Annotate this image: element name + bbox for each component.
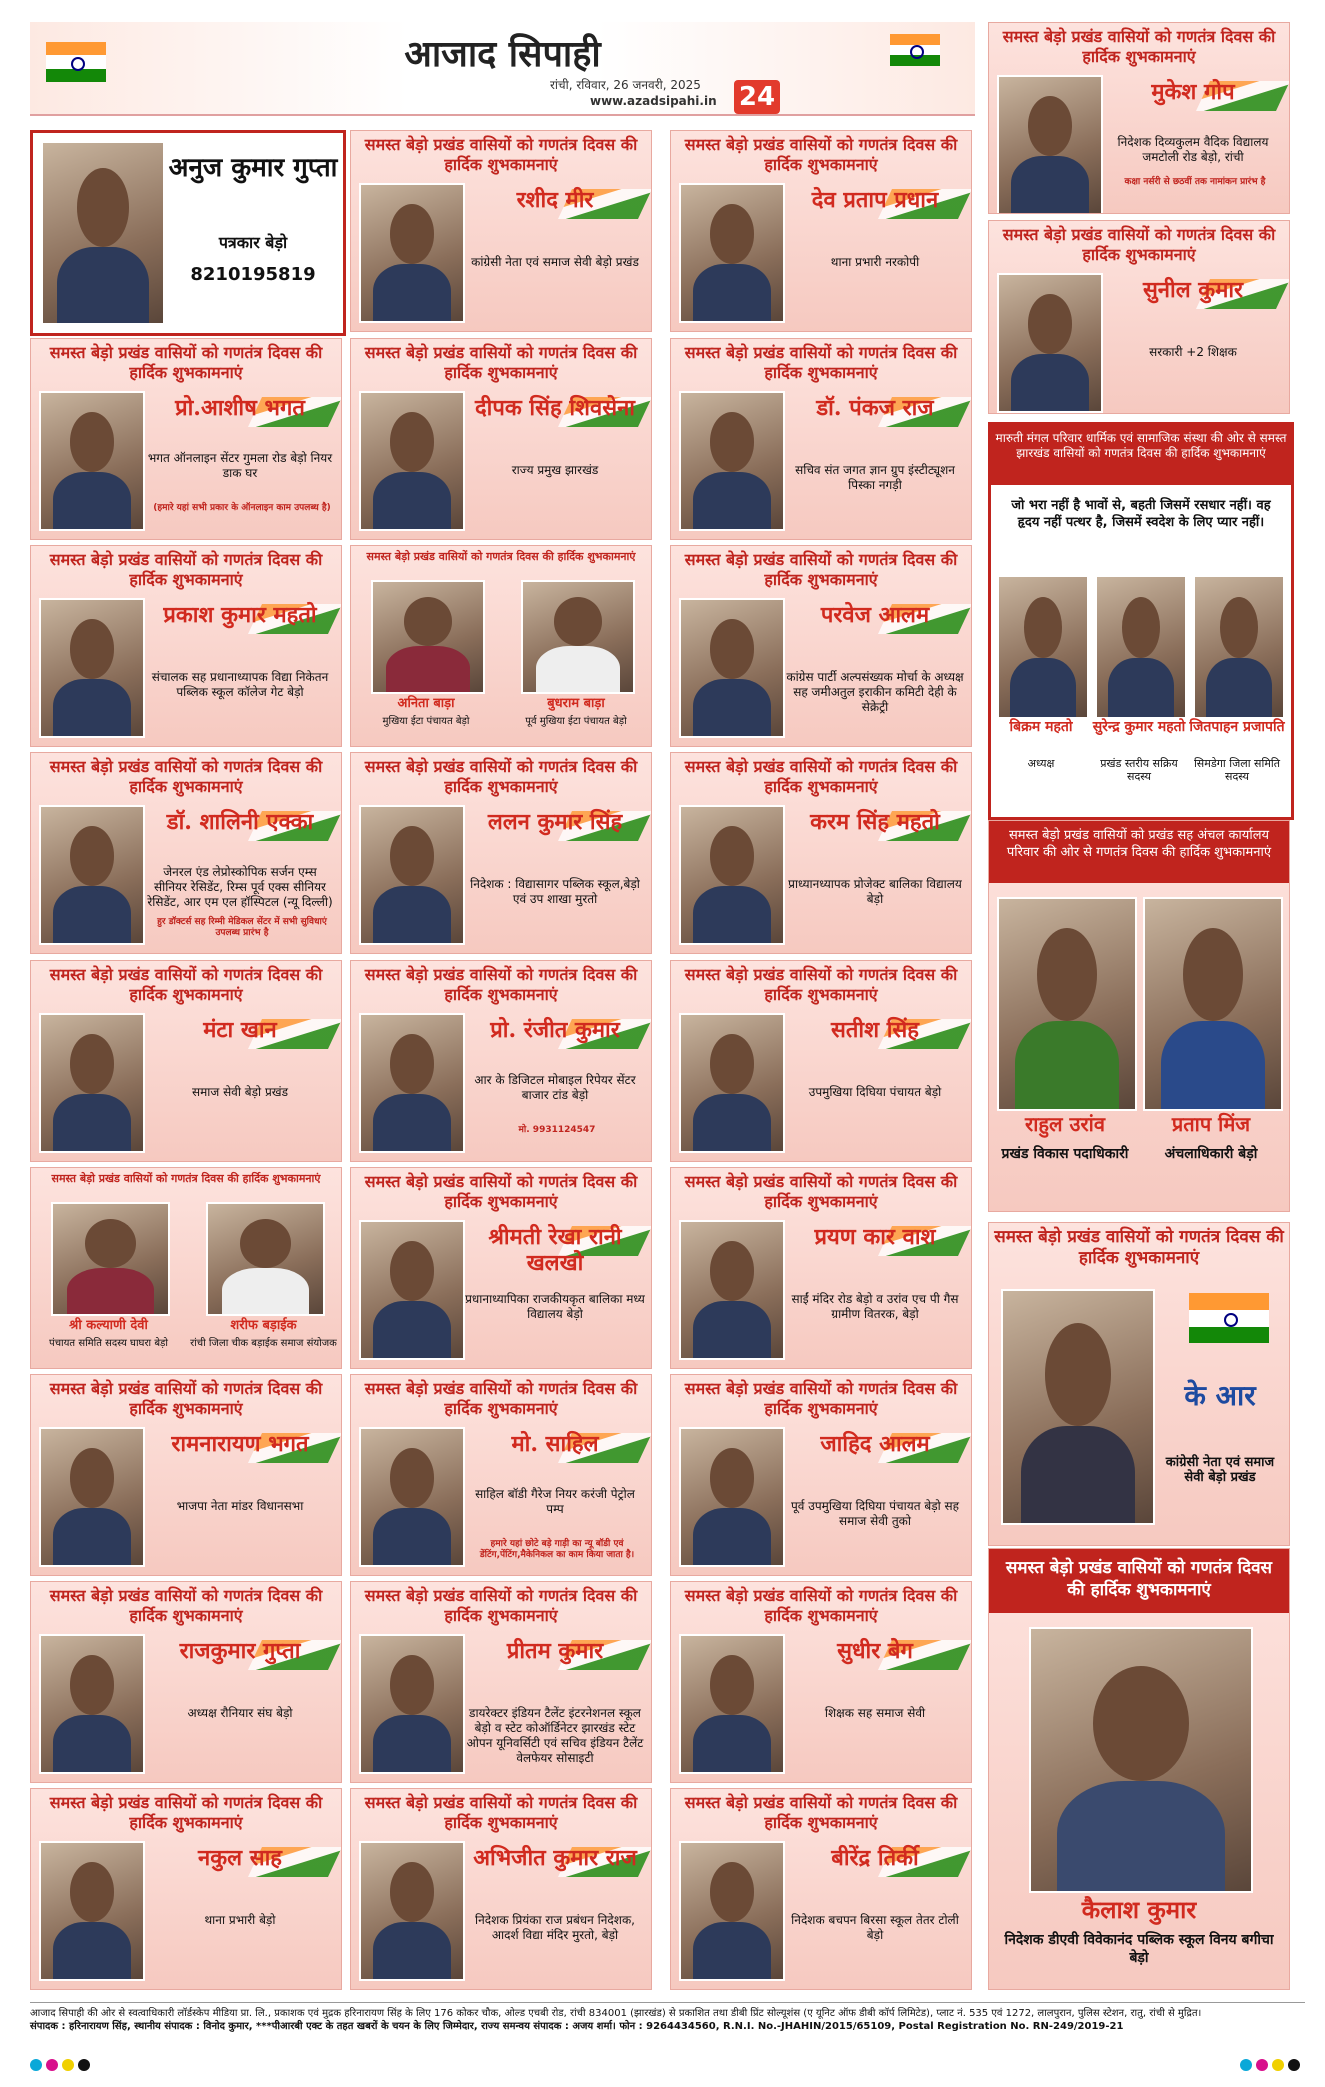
person-name: बीरेंद्र तिर्की [831,1845,919,1871]
ad-card-kalyani [30,1167,342,1369]
person-name: ललन कुमार सिंह [487,809,623,835]
portrait-photo [39,598,145,738]
ad-card-karam [670,752,972,954]
person-name: मो. साहिल [511,1431,599,1457]
person-name: अनुज कुमार गुप्ता [168,153,338,183]
kailash-photo [1029,1627,1253,1893]
portrait-photo [39,1013,145,1153]
person-designation: डायरेक्टर इंडियन टैलेंट इंटरनेशनल स्कूल बेड़ो व स्टेट कोऑर्डिनेटर झारखंड स्टेट ओपन यूनिवर्सिटी एवं सचिव इंडियन टैलेंट वेलफेयर सोसाइटी [466,1706,644,1765]
ad-card-pritam [350,1581,652,1783]
greeting-text: समस्त बेड़ो प्रखंड वासियों को गणतंत्र दिवस की हार्दिक शुभकामनाएं [684,1379,958,1418]
person-name: श्री कल्याणी देवी [69,1318,148,1333]
person-name: बिक्रम महतो [1009,719,1073,735]
kailash-greeting: समस्त बेड़ो प्रखंड वासियों को गणतंत्र दिवस की हार्दिक शुभकामनाएं [989,1549,1289,1613]
ad-card-shalini [30,752,342,954]
note-text: हुर डॉक्टर्स सह रिम्मी मेडिकल सेंटर में सभी सुविधाएं उपलब्ध प्रारंभ है [157,917,327,938]
greeting-text: समस्त बेड़ो प्रखंड वासियों को गणतंत्र दिवस की हार्दिक शुभकामनाएं [684,135,958,174]
greeting-text: समस्त बेड़ो प्रखंड वासियों को गणतंत्र दिवस की हार्दिक शुभकामनाएं [49,965,323,1004]
person-name: जितपाहन प्रजापति [1189,719,1285,735]
person-name: परवेज आलम [820,602,930,628]
portrait-photo [359,1220,465,1360]
greeting-text: समस्त बेड़ो प्रखंड वासियों को गणतंत्र दिवस की हार्दिक शुभकामनाएं [994,1227,1284,1268]
ad-card-parvej [670,545,972,747]
ad-card-dev [670,130,972,332]
portrait-photo [679,1841,785,1981]
india-flag-icon [1189,1293,1269,1343]
greeting-text: समस्त बेड़ो प्रखंड वासियों को गणतंत्र दिवस की हार्दिक शुभकामनाएं [366,550,636,563]
portrait-photo [679,1634,785,1774]
ad-card-manta [30,960,342,1162]
person-name: रशीद मीर [516,187,594,213]
block-greeting: समस्त बेड़ो प्रखंड वासियों को प्रखंड सह अंचल कार्यालय परिवार की ओर से गणतंत्र दिवस की हार्दिक शुभकामनाएं [989,821,1289,883]
portrait-photo [39,1634,145,1774]
greeting-text: समस्त बेड़ो प्रखंड वासियों को गणतंत्र दिवस की हार्दिक शुभकामनाएं [364,757,638,796]
ad-card-sudhir [670,1581,972,1783]
person-designation: सिमडेगा जिला समिति सदस्य [1193,757,1281,783]
website: www.azadsipahi.in [590,94,717,108]
note-text: कक्षा नर्सरी से छठवीं तक नामांकन प्रारंभ है [1124,177,1266,187]
ad-card-deepak [350,338,652,540]
person-designation: भगत ऑनलाइन सेंटर गुमला रोड बेड़ो नियर डाक घर [147,451,333,480]
person-name: प्रकाश कुमार महतो [163,602,317,628]
block-office-box [988,820,1290,1212]
ad-card-rekha [350,1167,652,1369]
person-name: सतीश सिंह [831,1017,919,1043]
maruti-greeting: मारुती मंगल परिवार धार्मिक एवं सामाजिक संस्था की ओर से समस्त झारखंड वासियों को गणतंत्र दिवस की हार्दिक शुभकामनाएं [991,425,1291,485]
portrait-photo [359,183,465,323]
newspaper-title: आजाद सिपाही [404,33,601,75]
kr-box [988,1222,1290,1546]
person-name: प्रताप मिंज [1171,1112,1251,1136]
greeting-text: समस्त बेड़ो प्रखंड वासियों को गणतंत्र दिवस की हार्दिक शुभकामनाएं [49,343,323,382]
page-number: 24 [734,80,780,114]
greeting-text: समस्त बेड़ो प्रखंड वासियों को गणतंत्र दिवस की हार्दिक शुभकामनाएं [51,1172,321,1185]
person-name: जाहिद आलम [820,1431,930,1457]
maruti-quote: जो भरा नहीं है भावों से, बहती जिसमें रसधार नहीं। वह हृदय नहीं पत्थर है, जिसमें स्वदेश के लिए प्यार नहीं। [1011,498,1271,530]
portrait-photo [997,897,1137,1111]
kailash-name: कैलाश कुमार [1081,1895,1197,1924]
portrait-photo [359,1841,465,1981]
maruti-box [988,422,1294,820]
greeting-text: समस्त बेड़ो प्रखंड वासियों को गणतंत्र दिवस की हार्दिक शुभकामनाएं [364,343,638,382]
ad-card-anuj [30,130,346,336]
person-designation: आर के डिजिटल मोबाइल रिपेयर सेंटर बाजार टांड बेड़ो [474,1073,636,1102]
portrait-photo [997,75,1103,214]
ad-card-lalan [350,752,652,954]
person-designation: सचिव संत जगत ज्ञान ग्रुप इंस्टीट्यूशन पिस्का नगड़ी [795,463,955,492]
person-designation: उपमुखिया दिघिया पंचायत बेड़ो [808,1085,942,1099]
person-designation: कांग्रेस पार्टी अल्पसंख्यक मोर्चा के अध्यक्ष सह जमीअतुल इराकीन कमिटी देही के सेक्रेट्री [786,670,964,714]
person-designation: अंचलाधिकारी बेड़ो [1164,1146,1258,1162]
person-name: नकुल साह [198,1845,282,1871]
portrait-photo [359,805,465,945]
greeting-text: समस्त बेड़ो प्रखंड वासियों को गणतंत्र दिवस की हार्दिक शुभकामनाएं [49,550,323,589]
greeting-text: समस्त बेड़ो प्रखंड वासियों को गणतंत्र दिवस की हार्दिक शुभकामनाएं [364,965,638,1004]
person-designation: शिक्षक सह समाज सेवी [824,1706,926,1720]
imprint-line-2: संपादक : हरिनारायण सिंह, स्थानीय संपादक : विनोद कुमार, ***पीआरबी एक्ट के तहत खबरों के चयन के लिए जिम्मेदार, राज्य समन्वय संपादक : अजय शर्मा। फोन : 9264434560, R.N.I. No.-JHAHIN/2015/65109, Postal Registration No. RN-249/2019-21 [30,2021,1124,2032]
greeting-text: समस्त बेड़ो प्रखंड वासियों को गणतंत्र दिवस की हार्दिक शुभकामनाएं [49,1379,323,1418]
portrait-photo [39,1427,145,1567]
portrait-photo [371,580,485,694]
person-name: प्रो. रंजीत कुमार [490,1017,620,1043]
portrait-photo [359,1013,465,1153]
person-name: रामनारायण भगत [171,1431,309,1457]
note-text: हमारे यहां छोटे बड़े गाड़ी का न्यू बॉडी एवं डेंटिंग,पेंटिंग,मैकेनिकल का काम किया जाता है। [479,1539,635,1560]
person-designation: पूर्व उपमुखिया दिघिया पंचायत बेड़ो सह समाज सेवी तुको [790,1499,960,1528]
note-text: मो. 9931124547 [518,1125,596,1135]
person-designation: साहिल बॉडी गैरेज नियर करंजी पेट्रोल पम्प [475,1487,635,1516]
greeting-text: समस्त बेड़ो प्रखंड वासियों को गणतंत्र दिवस की हार्दिक शुभकामनाएं [684,1172,958,1211]
kr-photo [1001,1289,1155,1525]
person-designation: थाना प्रभारी बेड़ो [204,1913,276,1927]
greeting-text: समस्त बेड़ो प्रखंड वासियों को गणतंत्र दिवस की हार्दिक शुभकामनाएं [684,343,958,382]
ad-card-anita [350,545,652,747]
person-designation: प्रखंड विकास पदाधिकारी [1001,1146,1129,1162]
person-designation: संचालक सह प्रधानाध्यापक विद्या निकेतन पब्लिक स्कूल कॉलेज गेट बेड़ो [151,670,329,699]
greeting-text: समस्त बेड़ो प्रखंड वासियों को गणतंत्र दिवस की हार्दिक शुभकामनाएं [49,1793,323,1832]
portrait-photo [679,1220,785,1360]
person-name: शरीफ बड़ाईक [230,1318,297,1333]
kailash-designation: निदेशक डीएवी विवेकानंद पब्लिक स्कूल विनय बगीचा बेड़ो [1004,1932,1274,1966]
ad-card-jahid [670,1374,972,1576]
portrait-photo [679,391,785,531]
person-designation: समाज सेवी बेड़ो प्रखंड [191,1085,289,1099]
portrait-photo [679,183,785,323]
ad-card-pankaj [670,338,972,540]
greeting-text: समस्त बेड़ो प्रखंड वासियों को गणतंत्र दिवस की हार्दिक शुभकामनाएं [1002,27,1276,66]
person-name: राहुल उरांव [1025,1112,1105,1136]
person-designation: साईं मंदिर रोड बेड़ो व उरांव एच पी गैस ग्रामीण वितरक, बेड़ो [791,1292,959,1321]
kailash-box [988,1548,1290,1990]
person-designation: पत्रकार बेड़ो [218,233,288,252]
person-designation: रांची जिला चीक बड़ाईक समाज संयोजक [190,1338,337,1349]
person-name: अभिजीत कुमार राज [473,1845,637,1871]
portrait-photo [39,805,145,945]
person-designation: निदेशक प्रियंका राज प्रबंधन निदेशक, आदर्श विद्या मंदिर मुरतो, बेड़ो [475,1913,635,1942]
person-designation: प्राध्यानध्यापक प्रोजेक्ट बालिका विद्यालय बेड़ो [788,877,962,906]
person-designation: जेनरल एंड लेप्रोस्कोपिक सर्जन एम्स सीनियर रेसिडेंट, रिम्स पूर्व एक्स सीनियर रेसिडेंट, आर एम एल हॉस्पिटल (न्यू दिल्ली) [147,865,333,909]
portrait-photo [679,805,785,945]
note-text: (हमारे यहां सभी प्रकार के ऑनलाइन काम उपलब्ध है) [153,503,331,513]
person-name: डॉ. शालिनी एक्का [166,809,314,835]
portrait-photo [51,1202,170,1316]
ad-card-ranjit [350,960,652,1162]
ad-card-ashish [30,338,342,540]
person-name: श्रीमती रेखा रानी खलखो [488,1224,622,1276]
person-name: अनिता बाड़ा [397,696,455,711]
portrait-photo [39,1841,145,1981]
greeting-text: समस्त बेड़ो प्रखंड वासियों को गणतंत्र दिवस की हार्दिक शुभकामनाएं [684,550,958,589]
ad-card-abhijit [350,1788,652,1990]
kr-name: के आर [1184,1379,1256,1412]
portrait-photo [679,598,785,738]
ad-card-mukesh [988,22,1290,214]
registration-dots [30,2056,94,2075]
ad-card-prayan [670,1167,972,1369]
person-name: देव प्रताप प्रधान [811,187,939,213]
greeting-text: समस्त बेड़ो प्रखंड वासियों को गणतंत्र दिवस की हार्दिक शुभकामनाएं [49,757,323,796]
portrait-photo [1193,575,1285,719]
greeting-text: समस्त बेड़ो प्रखंड वासियों को गणतंत्र दिवस की हार्दिक शुभकामनाएं [364,1586,638,1625]
person-name: मंटा खान [203,1017,277,1043]
person-designation: कांग्रेसी नेता एवं समाज सेवी बेड़ो प्रखंड [471,255,639,269]
portrait-photo [997,273,1103,413]
ad-card-sahil [350,1374,652,1576]
greeting-text: समस्त बेड़ो प्रखंड वासियों को गणतंत्र दिवस की हार्दिक शुभकामनाएं [49,1586,323,1625]
person-designation: राज्य प्रमुख झारखंड [511,463,599,477]
person-name: प्रो.आशीष भगत [175,395,305,421]
greeting-text: समस्त बेड़ो प्रखंड वासियों को गणतंत्र दिवस की हार्दिक शुभकामनाएं [684,1793,958,1832]
person-name: करम सिंह महतो [810,809,940,835]
person-designation: निदेशक बचपन बिरसा स्कूल तेतर टोली बेड़ो [791,1913,959,1942]
portrait-photo [39,391,145,531]
person-designation: पूर्व मुखिया ईटा पंचायत बेड़ो [525,716,627,727]
person-designation: पंचायत समिति सदस्य घाघरा बेड़ो [49,1338,168,1349]
portrait-photo [359,1427,465,1567]
portrait-photo [1095,575,1187,719]
greeting-text: समस्त बेड़ो प्रखंड वासियों को गणतंत्र दिवस की हार्दिक शुभकामनाएं [684,1586,958,1625]
ad-card-satish [670,960,972,1162]
person-designation: प्रखंड स्तरीय सक्रिय सदस्य [1100,757,1178,783]
person-designation: सरकारी +2 शिक्षक [1149,345,1237,359]
masthead [30,22,975,116]
person-designation: थाना प्रभारी नरकोपी [830,255,920,269]
greeting-text: समस्त बेड़ो प्रखंड वासियों को गणतंत्र दिवस की हार्दिक शुभकामनाएं [684,965,958,1004]
ad-card-prakash [30,545,342,747]
person-name: दीपक सिंह शिवसेना [474,395,635,421]
portrait-photo [521,580,635,694]
ad-card-rajkumar [30,1581,342,1783]
person-name: सुनील कुमार [1142,277,1244,303]
ad-card-sunil [988,220,1290,414]
person-name: बुधराम बाड़ा [547,696,605,711]
person-designation: भाजपा नेता मांडर विधानसभा [176,1499,304,1513]
portrait-photo [679,1427,785,1567]
person-name: राजकुमार गुप्ता [179,1638,301,1664]
imprint-footer [30,2002,1305,2047]
portrait-photo [359,391,465,531]
portrait-photo [679,1013,785,1153]
phone-number: 8210195819 [190,264,316,285]
greeting-text: समस्त बेड़ो प्रखंड वासियों को गणतंत्र दिवस की हार्दिक शुभकामनाएं [364,1379,638,1418]
person-designation: अध्यक्ष [1027,757,1055,770]
person-name: प्रयण कार वाश [814,1224,936,1250]
issue-date: रांची, रविवार, 26 जनवरी, 2025 [550,78,701,92]
ad-card-birendra [670,1788,972,1990]
portrait-photo [359,1634,465,1774]
ad-card-ramnarayan [30,1374,342,1576]
person-name: मुकेश गोप [1151,79,1235,105]
person-designation: निदेशक : विद्यासागर पब्लिक स्कूल,बेड़ो एवं उप शाखा मुरतो [470,877,640,906]
person-name: प्रीतम कुमार [506,1638,604,1664]
greeting-text: समस्त बेड़ो प्रखंड वासियों को गणतंत्र दिवस की हार्दिक शुभकामनाएं [364,1172,638,1211]
person-designation: अध्यक्ष रौनियार संघ बेड़ो [187,1706,293,1720]
greeting-text: समस्त बेड़ो प्रखंड वासियों को गणतंत्र दिवस की हार्दिक शुभकामनाएं [364,135,638,174]
portrait-photo [1143,897,1283,1111]
greeting-text: समस्त बेड़ो प्रखंड वासियों को गणतंत्र दिवस की हार्दिक शुभकामनाएं [364,1793,638,1832]
person-name: सुधीर बेग [837,1638,913,1664]
greeting-text: समस्त बेड़ो प्रखंड वासियों को गणतंत्र दिवस की हार्दिक शुभकामनाएं [1002,225,1276,264]
ad-card-nakul [30,1788,342,1990]
portrait-photo [997,575,1089,719]
person-name: डॉ. पंकज राज [816,395,934,421]
imprint-line-1: आजाद सिपाही की ओर से स्वत्वाधिकारी लॉर्डस्केप मीडिया प्रा. लि., प्रकाशक एवं मुद्रक हरिनारायण सिंह के लिए 176 कोकर चौक, ओल्ड एचबी रोड, रांची 834001 (झारखंड) से प्रकाशित तथा डीबी प्रिंट सोल्यूशंस (ए यूनिट ऑफ डीबी कॉर्प लिमिटेड), प्लाट नं. 535 एवं 1272, लालपुरान, पुलिस स्टेशन, रातु, रांची से मुद्रित। [30,2008,1202,2019]
person-designation: निदेशक दिव्यकुलम वैदिक विद्यालय जमटोली रोड बेड़ो, रांची [1117,135,1269,164]
portrait-photo [206,1202,325,1316]
person-designation: मुखिया ईटा पंचायत बेड़ो [382,716,470,727]
person-name: सुरेन्द्र कुमार महतो [1092,719,1186,735]
person-designation: प्रधानाध्यापिका राजकीयकृत बालिका मध्य विद्यालय बेड़ो [465,1292,645,1321]
registration-dots [1240,2056,1304,2075]
portrait-photo [41,141,165,325]
ad-card-rashid [350,130,652,332]
greeting-text: समस्त बेड़ो प्रखंड वासियों को गणतंत्र दिवस की हार्दिक शुभकामनाएं [684,757,958,796]
kr-designation: कांग्रेसी नेता एवं समाज सेवी बेड़ो प्रखंड [1165,1455,1275,1485]
